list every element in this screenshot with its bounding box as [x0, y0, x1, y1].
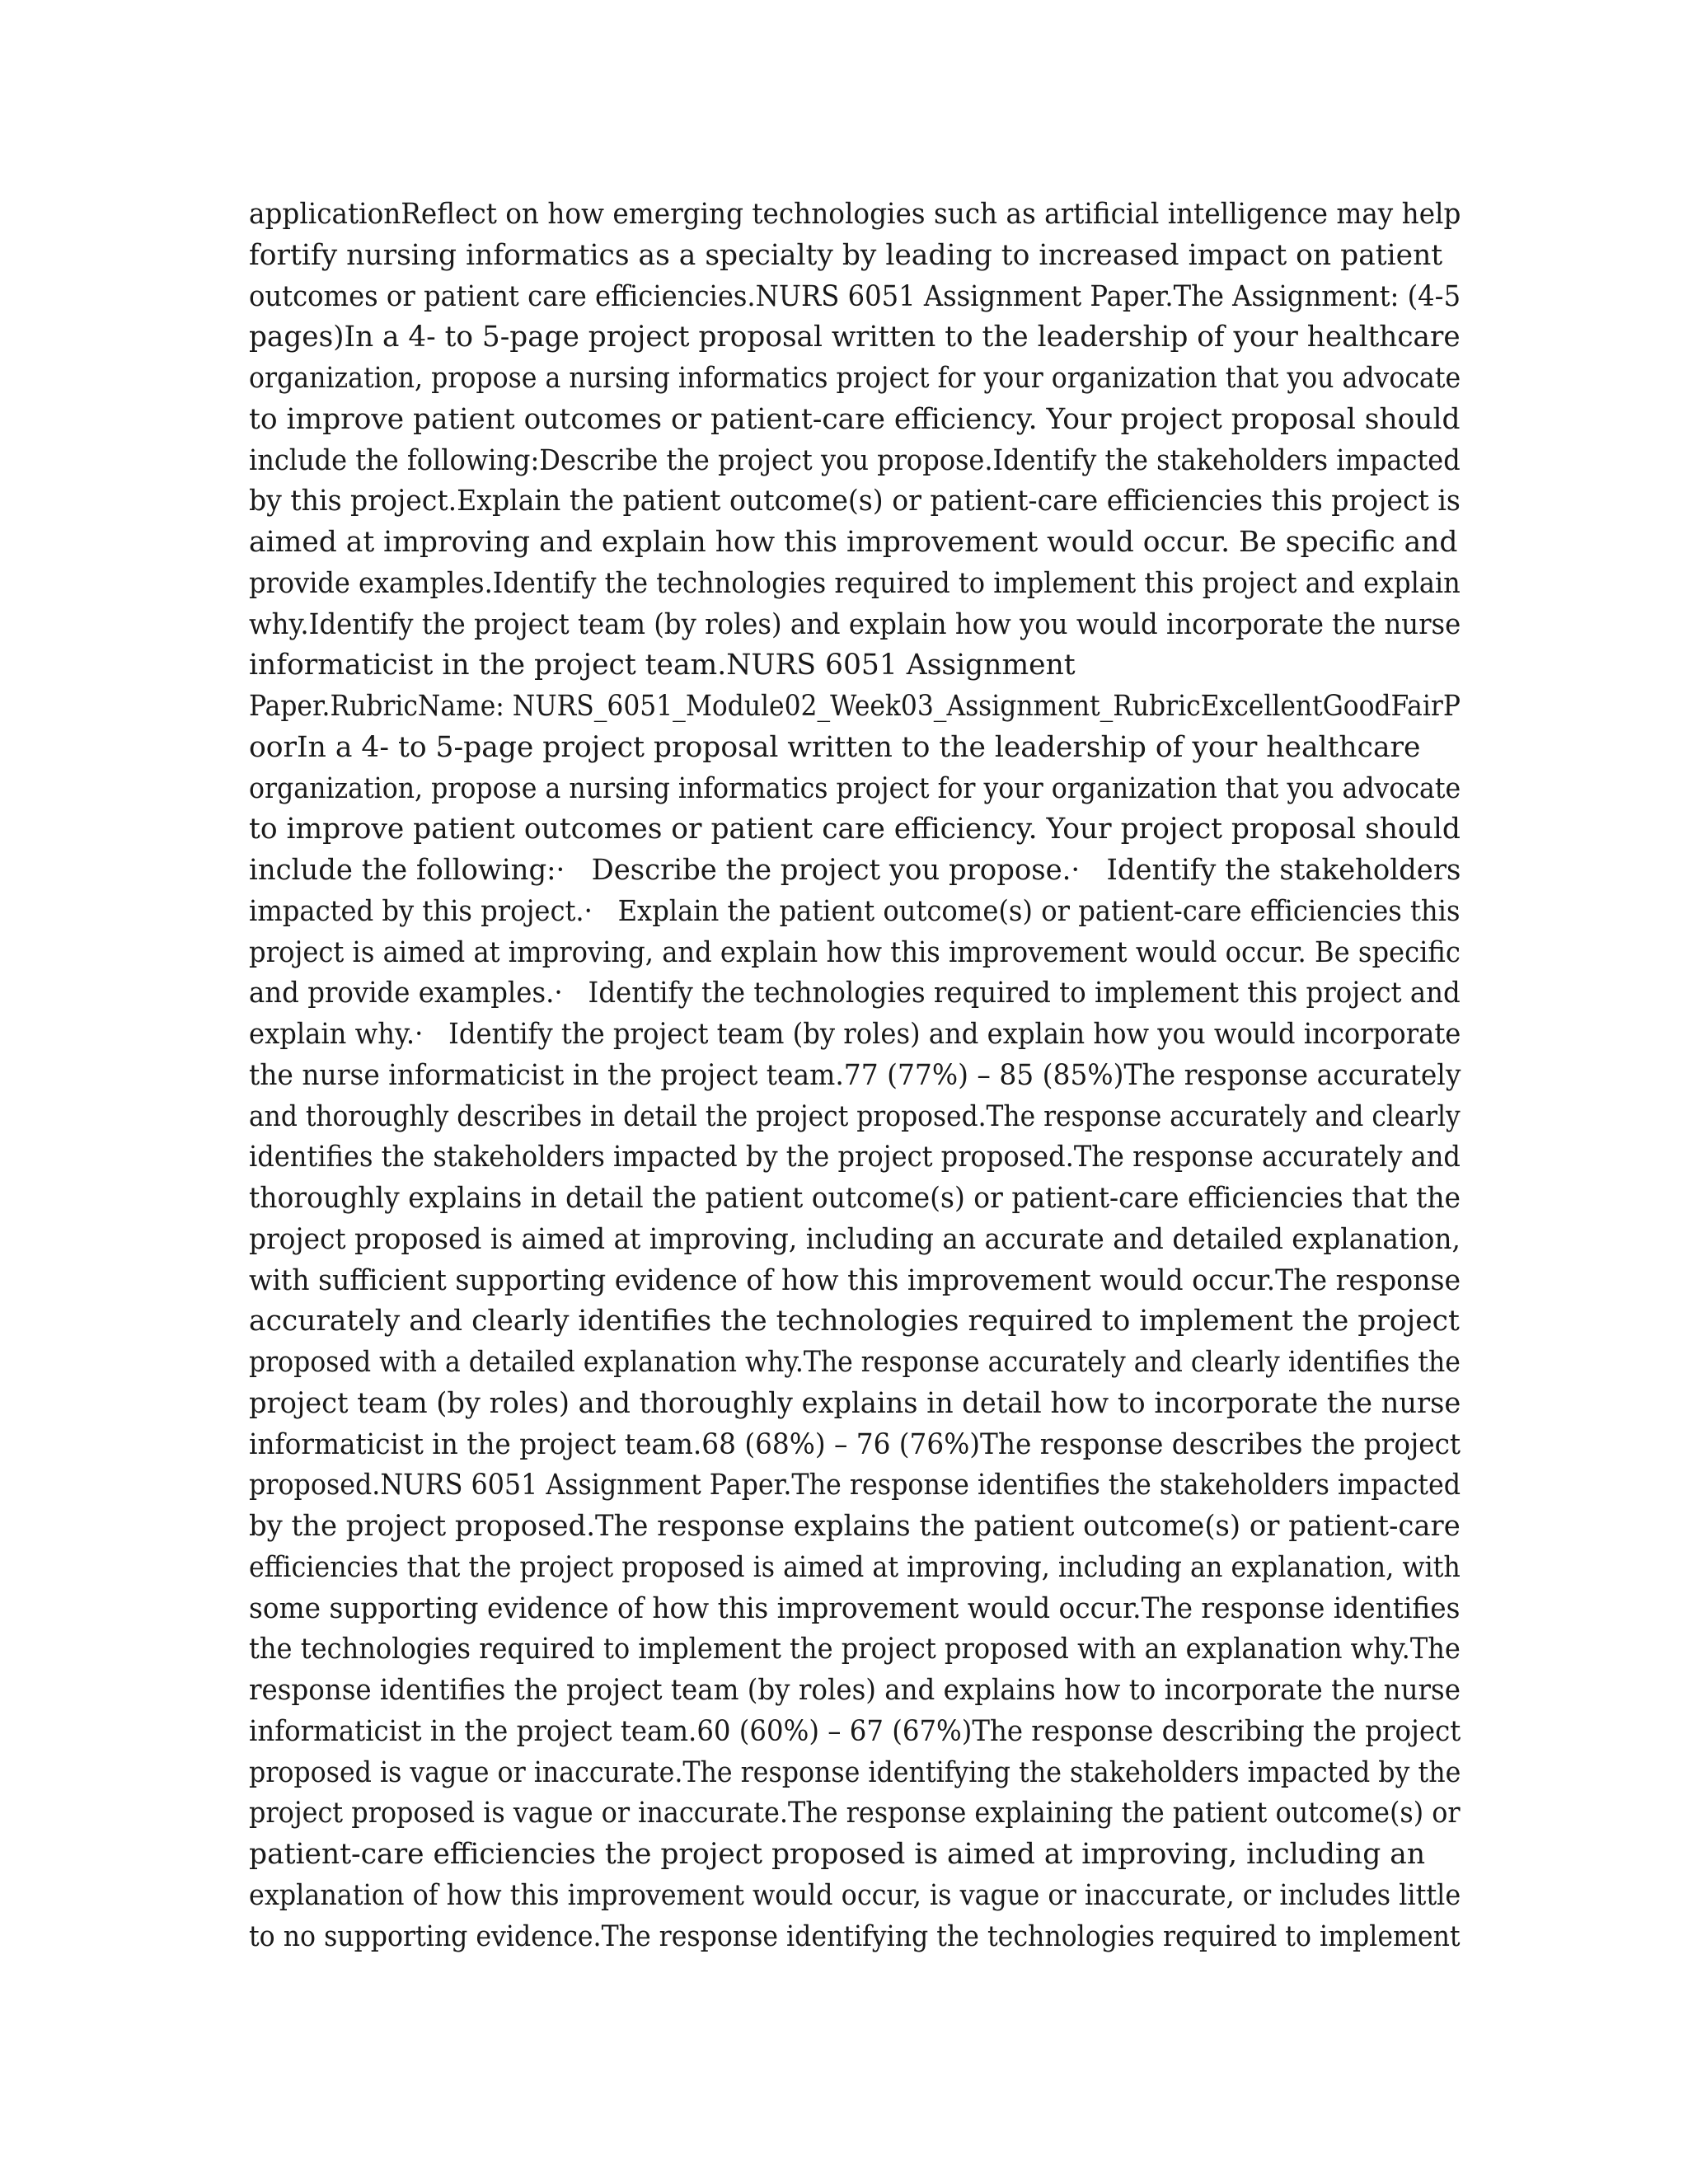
- text-line: patient-care efficiencies the project proposed is aimed at improving, including an: [249, 1838, 1426, 1871]
- text-line: informaticist in the project team.68 (68%) – 76 (76%)The response describes the project: [249, 1427, 1461, 1461]
- text-line: proposed is vague or inaccurate.The response identifying the stakeholders impacted by the: [249, 1755, 1461, 1789]
- text-line: thoroughly explains in detail the patient outcome(s) or patient-care efficiencies that the: [249, 1182, 1461, 1215]
- text-line: by the project proposed.The response explains the patient outcome(s) or patient-care: [249, 1510, 1461, 1543]
- text-line: proposed.NURS 6051 Assignment Paper.The response identifies the stakeholders impacted: [249, 1469, 1461, 1502]
- text-line: project is aimed at improving, and explain how this improvement would occur. Be specific: [249, 935, 1461, 969]
- text-line: explanation of how this improvement would occur, is vague or inaccurate, or includes little: [249, 1878, 1461, 1912]
- text-line: provide examples.Identify the technologies required to implement this project and explain: [249, 566, 1461, 600]
- text-line: explain why.· Identify the project team (by roles) and explain how you would incorporate: [249, 1018, 1461, 1051]
- text-line: some supporting evidence of how this improvement would occur.The response identifies: [249, 1591, 1461, 1625]
- text-line: organization, propose a nursing informatics project for your organization that you advocate: [249, 771, 1461, 805]
- text-line: oorIn a 4- to 5-page project proposal written to the leadership of your healthcare: [249, 730, 1421, 764]
- text-line: informaticist in the project team.60 (60%) – 67 (67%)The response describing the project: [249, 1714, 1461, 1748]
- text-line: project proposed is aimed at improving, including an accurate and detailed explanation,: [249, 1222, 1461, 1256]
- text-line: proposed with a detailed explanation why.The response accurately and clearly identifies the: [249, 1346, 1461, 1379]
- text-line: with sufficient supporting evidence of how this improvement would occur.The response: [249, 1263, 1461, 1297]
- text-line: pages)In a 4- to 5-page project proposal written to the leadership of your healthcare: [249, 321, 1461, 354]
- text-line: to improve patient outcomes or patient-care efficiency. Your project proposal should: [249, 402, 1461, 436]
- text-line: response identifies the project team (by roles) and explains how to incorporate the nurse: [249, 1674, 1461, 1707]
- text-line: project team (by roles) and thoroughly explains in detail how to incorporate the nurse: [249, 1386, 1461, 1420]
- body-text: [249, 194, 1461, 1957]
- text-line: organization, propose a nursing informatics project for your organization that you advocate: [249, 362, 1461, 395]
- text-line: project proposed is vague or inaccurate.The response explaining the patient outcome(s) or: [249, 1797, 1461, 1830]
- text-line: and provide examples.· Identify the technologies required to implement this project and: [249, 977, 1461, 1010]
- text-line: identifies the stakeholders impacted by the project proposed.The response accurately and: [249, 1141, 1461, 1174]
- text-line: applicationReflect on how emerging technologies such as artificial intelligence may help: [249, 198, 1461, 231]
- text-line: the technologies required to implement the project proposed with an explanation why.The: [249, 1633, 1461, 1666]
- text-line: informaticist in the project team.NURS 6051 Assignment: [249, 649, 1076, 682]
- text-line: and thoroughly describes in detail the project proposed.The response accurately and clearly: [249, 1099, 1461, 1133]
- text-line: aimed at improving and explain how this improvement would occur. Be specific and: [249, 526, 1458, 559]
- text-line: include the following:· Describe the project you propose.· Identify the stakeholders: [249, 854, 1461, 887]
- text-line: the nurse informaticist in the project team.77 (77%) – 85 (85%)The response accurately: [249, 1058, 1461, 1092]
- text-line: outcomes or patient care efficiencies.NURS 6051 Assignment Paper.The Assignment: (4-5: [249, 279, 1461, 313]
- text-line: fortify nursing informatics as a specialty by leading to increased impact on patient: [249, 238, 1443, 272]
- text-line: impacted by this project.· Explain the patient outcome(s) or patient-care efficiencies this: [249, 894, 1461, 928]
- text-line: accurately and clearly identifies the technologies required to implement the project: [249, 1305, 1460, 1338]
- text-line: by this project.Explain the patient outcome(s) or patient-care efficiencies this project is: [249, 485, 1461, 518]
- text-line: include the following:Describe the project you propose.Identify the stakeholders impacted: [249, 443, 1461, 477]
- text-line: why.Identify the project team (by roles) and explain how you would incorporate the nurse: [249, 607, 1461, 641]
- text-line: to improve patient outcomes or patient care efficiency. Your project proposal should: [249, 813, 1461, 846]
- text-line: to no supporting evidence.The response identifying the technologies required to implement: [249, 1919, 1461, 1953]
- text-line: efficiencies that the project proposed is aimed at improving, including an explanation, with: [249, 1550, 1461, 1584]
- text-line: Paper.RubricName: NURS_6051_Module02_Week03_Assignment_RubricExcellentGoodFairP: [249, 690, 1461, 723]
